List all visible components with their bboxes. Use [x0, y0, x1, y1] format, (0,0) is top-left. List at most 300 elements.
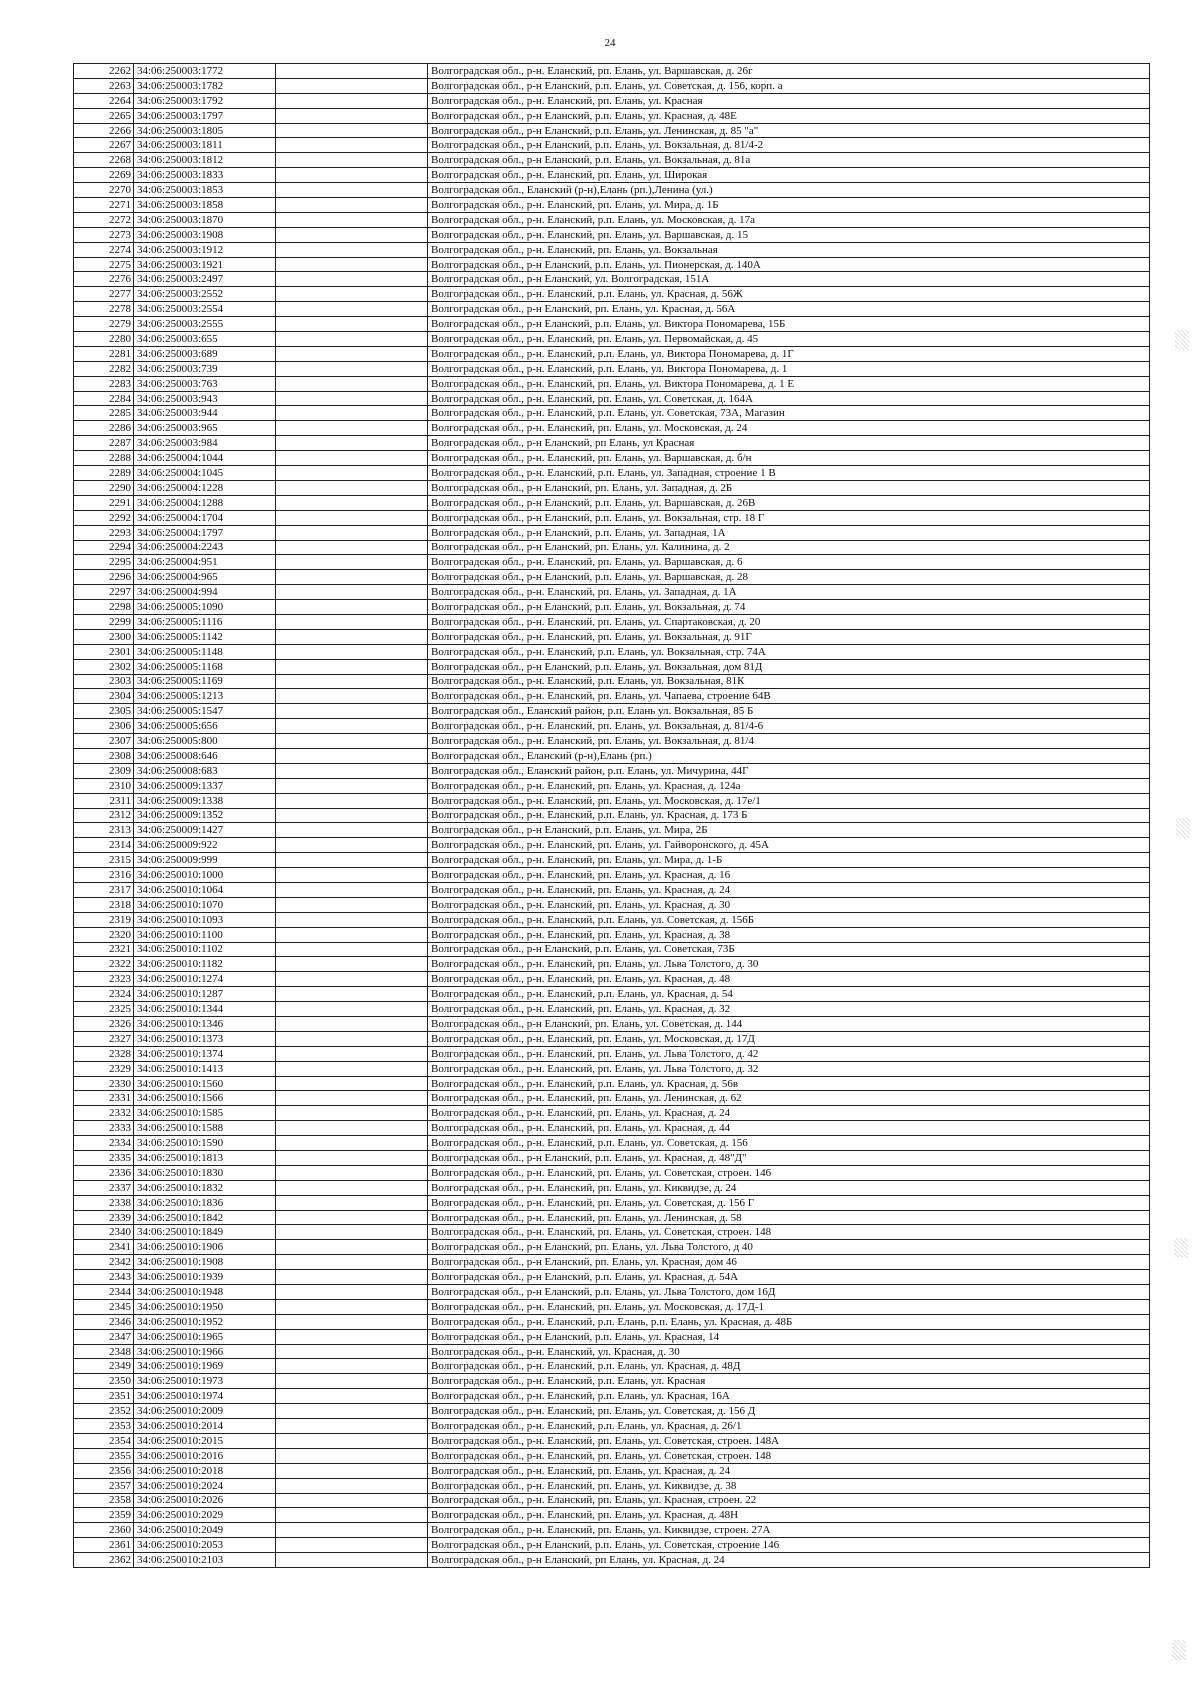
address: Волгоградская обл., р-н. Еланский, рп. Елань, ул. Широкая — [428, 168, 1150, 183]
cadastral-number: 34:06:250010:2049 — [134, 1523, 276, 1538]
address: Волгоградская обл., р-н. Еланский, рп. Елань, ул. Варшавская, д. б/н — [428, 451, 1150, 466]
empty-cell — [276, 510, 428, 525]
cadastral-number: 34:06:250005:1169 — [134, 674, 276, 689]
empty-cell — [276, 1225, 428, 1240]
row-number: 2345 — [74, 1299, 134, 1314]
address: Волгоградская обл., р-н. Еланский, рп. Елань, ул. Красная, д. 124а — [428, 778, 1150, 793]
row-number: 2361 — [74, 1538, 134, 1553]
row-number: 2351 — [74, 1389, 134, 1404]
empty-cell — [276, 495, 428, 510]
empty-cell — [276, 897, 428, 912]
empty-cell — [276, 153, 428, 168]
address: Волгоградская обл., р-н Еланский, р.п. Елань, ул. Советская, 73Б — [428, 942, 1150, 957]
address: Волгоградская обл., р-н Еланский, р.п. Елань, ул. Мира, 2Б — [428, 823, 1150, 838]
row-number: 2320 — [74, 927, 134, 942]
address: Волгоградская обл., р-н Еланский, р.п. Елань, ул. Льва Толстого, дом 16Д — [428, 1285, 1150, 1300]
table-row — [74, 123, 1150, 138]
cadastral-number: 34:06:250010:1813 — [134, 1151, 276, 1166]
cadastral-number: 34:06:250010:2016 — [134, 1448, 276, 1463]
table-row — [74, 734, 1150, 749]
row-number: 2301 — [74, 644, 134, 659]
empty-cell — [276, 391, 428, 406]
table-row — [74, 748, 1150, 763]
table-row — [74, 644, 1150, 659]
cadastral-number: 34:06:250010:2053 — [134, 1538, 276, 1553]
address: Волгоградская обл., р-н. Еланский, рп. Елань, ул. Красная, д. 32 — [428, 1002, 1150, 1017]
table-row — [74, 1136, 1150, 1151]
row-number: 2292 — [74, 510, 134, 525]
address: Волгоградская обл., р-н Еланский, ул. Волгоградская, 151А — [428, 272, 1150, 287]
address: Волгоградская обл., р-н. Еланский, рп. Елань, ул. Киквидзе, д. 24 — [428, 1180, 1150, 1195]
cadastral-number: 34:06:250004:965 — [134, 570, 276, 585]
empty-cell — [276, 719, 428, 734]
address: Волгоградская обл., р-н. Еланский, рп. Елань, ул. Красная — [428, 93, 1150, 108]
table-row — [74, 912, 1150, 927]
cadastral-number: 34:06:250010:1413 — [134, 1061, 276, 1076]
cadastral-number: 34:06:250010:1566 — [134, 1091, 276, 1106]
empty-cell — [276, 1374, 428, 1389]
row-number: 2328 — [74, 1046, 134, 1061]
address: Волгоградская обл., р-н. Еланский, рп. Елань, ул. Гайворонского, д. 45А — [428, 838, 1150, 853]
cadastral-number: 34:06:250003:1921 — [134, 257, 276, 272]
row-number: 2307 — [74, 734, 134, 749]
cadastral-number: 34:06:250010:1842 — [134, 1210, 276, 1225]
cadastral-number: 34:06:250003:1792 — [134, 93, 276, 108]
cadastral-number: 34:06:250010:1346 — [134, 1017, 276, 1032]
table-row — [74, 570, 1150, 585]
empty-cell — [276, 823, 428, 838]
cadastral-number: 34:06:250003:944 — [134, 406, 276, 421]
table-row — [74, 614, 1150, 629]
empty-cell — [276, 689, 428, 704]
table-row — [74, 332, 1150, 347]
address: Волгоградская обл., р-н. Еланский, р.п. Елань, ул. Красная, д. 56Ж — [428, 287, 1150, 302]
address: Волгоградская обл., р-н. Еланский, рп. Елань, ул. Советская, строен. 148 — [428, 1225, 1150, 1240]
table-row — [74, 1240, 1150, 1255]
address: Волгоградская обл., р-н Еланский, р.п. Елань, ул. Ленинская, д. 85 "а" — [428, 123, 1150, 138]
empty-cell — [276, 212, 428, 227]
empty-cell — [276, 1478, 428, 1493]
empty-cell — [276, 882, 428, 897]
address: Волгоградская обл., р-н. Еланский, рп. Елань, ул. Красная, д. 24 — [428, 1463, 1150, 1478]
row-number: 2286 — [74, 421, 134, 436]
cadastral-number: 34:06:250010:1100 — [134, 927, 276, 942]
table-row — [74, 1389, 1150, 1404]
cadastral-number: 34:06:250003:1908 — [134, 227, 276, 242]
cadastral-number: 34:06:250005:1547 — [134, 704, 276, 719]
row-number: 2266 — [74, 123, 134, 138]
row-number: 2268 — [74, 153, 134, 168]
table-row — [74, 1314, 1150, 1329]
address: Волгоградская обл., р-н Еланский, р.п. Елань, ул. Вокзальная, дом 81Д — [428, 659, 1150, 674]
address: Волгоградская обл., р-н. Еланский, р.п. Елань, ул. Красная, 16А — [428, 1389, 1150, 1404]
table-row — [74, 838, 1150, 853]
table-row — [74, 525, 1150, 540]
empty-cell — [276, 644, 428, 659]
cadastral-number: 34:06:250003:1797 — [134, 108, 276, 123]
cadastral-number: 34:06:250003:1782 — [134, 78, 276, 93]
empty-cell — [276, 1076, 428, 1091]
row-number: 2332 — [74, 1106, 134, 1121]
empty-cell — [276, 1106, 428, 1121]
empty-cell — [276, 1285, 428, 1300]
row-number: 2293 — [74, 525, 134, 540]
address: Волгоградская обл., р-н. Еланский, рп. Елань, ул. Западная, д. 1А — [428, 585, 1150, 600]
cadastral-number: 34:06:250010:2026 — [134, 1493, 276, 1508]
table-row — [74, 168, 1150, 183]
table-row — [74, 882, 1150, 897]
empty-cell — [276, 242, 428, 257]
empty-cell — [276, 1121, 428, 1136]
row-number: 2360 — [74, 1523, 134, 1538]
empty-cell — [276, 168, 428, 183]
cadastral-number: 34:06:250003:1870 — [134, 212, 276, 227]
empty-cell — [276, 1314, 428, 1329]
empty-cell — [276, 1255, 428, 1270]
address: Волгоградская обл., р-н Еланский, р.п. Елань, ул. Вокзальная, стр. 18 Г — [428, 510, 1150, 525]
address: Волгоградская обл., р-н. Еланский, рп. Елань, ул. Московская, д. 24 — [428, 421, 1150, 436]
cadastral-number: 34:06:250010:2018 — [134, 1463, 276, 1478]
row-number: 2270 — [74, 183, 134, 198]
row-number: 2354 — [74, 1433, 134, 1448]
address: Волгоградская обл., р-н Еланский, р.п. Елань, ул. Советская, д. 156, корп. а — [428, 78, 1150, 93]
empty-cell — [276, 1210, 428, 1225]
cadastral-number: 34:06:250003:689 — [134, 346, 276, 361]
row-number: 2277 — [74, 287, 134, 302]
empty-cell — [276, 1538, 428, 1553]
empty-cell — [276, 972, 428, 987]
row-number: 2346 — [74, 1314, 134, 1329]
table-row — [74, 689, 1150, 704]
cadastral-number: 34:06:250009:1338 — [134, 793, 276, 808]
row-number: 2347 — [74, 1329, 134, 1344]
empty-cell — [276, 123, 428, 138]
cadastral-number: 34:06:250003:2555 — [134, 317, 276, 332]
table-row — [74, 1448, 1150, 1463]
row-number: 2311 — [74, 793, 134, 808]
cadastral-number: 34:06:250003:2554 — [134, 302, 276, 317]
table-row — [74, 1255, 1150, 1270]
row-number: 2294 — [74, 540, 134, 555]
row-number: 2333 — [74, 1121, 134, 1136]
table-row — [74, 1493, 1150, 1508]
cadastral-number: 34:06:250010:1344 — [134, 1002, 276, 1017]
cadastral-number: 34:06:250003:984 — [134, 436, 276, 451]
empty-cell — [276, 361, 428, 376]
empty-cell — [276, 183, 428, 198]
table-row — [74, 987, 1150, 1002]
empty-cell — [276, 1389, 428, 1404]
row-number: 2342 — [74, 1255, 134, 1270]
row-number: 2279 — [74, 317, 134, 332]
row-number: 2355 — [74, 1448, 134, 1463]
address: Волгоградская обл., р-н Еланский, р.п. Елань, ул. Вокзальная, д. 81а — [428, 153, 1150, 168]
empty-cell — [276, 1002, 428, 1017]
table-row — [74, 1419, 1150, 1434]
cadastral-number: 34:06:250004:1228 — [134, 480, 276, 495]
empty-cell — [276, 778, 428, 793]
empty-cell — [276, 451, 428, 466]
row-number: 2315 — [74, 853, 134, 868]
address: Волгоградская обл., р-н. Еланский, рп. Елань, ул. Красная, д. 24 — [428, 882, 1150, 897]
row-number: 2275 — [74, 257, 134, 272]
row-number: 2322 — [74, 957, 134, 972]
empty-cell — [276, 317, 428, 332]
cadastral-number: 34:06:250010:1560 — [134, 1076, 276, 1091]
row-number: 2323 — [74, 972, 134, 987]
address: Волгоградская обл., р-н. Еланский, рп. Елань, ул. Вокзальная — [428, 242, 1150, 257]
row-number: 2269 — [74, 168, 134, 183]
table-row — [74, 1017, 1150, 1032]
cadastral-number: 34:06:250005:1142 — [134, 629, 276, 644]
empty-cell — [276, 1031, 428, 1046]
table-row — [74, 600, 1150, 615]
cadastral-number: 34:06:250005:800 — [134, 734, 276, 749]
cadastral-number: 34:06:250010:1969 — [134, 1359, 276, 1374]
cadastral-number: 34:06:250010:1836 — [134, 1195, 276, 1210]
address: Волгоградская обл., Еланский район, р.п. Елань ул. Вокзальная, 85 Б — [428, 704, 1150, 719]
table-row — [74, 1002, 1150, 1017]
row-number: 2298 — [74, 600, 134, 615]
address: Волгоградская обл., р-н Еланский, р.п. Елань, ул. Вокзальная, д. 74 — [428, 600, 1150, 615]
cadastral-number: 34:06:250010:1373 — [134, 1031, 276, 1046]
empty-cell — [276, 376, 428, 391]
empty-cell — [276, 64, 428, 79]
row-number: 2324 — [74, 987, 134, 1002]
table-row — [74, 153, 1150, 168]
cadastral-number: 34:06:250010:1287 — [134, 987, 276, 1002]
address: Волгоградская обл., р-н. Еланский, р.п. Елань, ул. Красная, д. 48Д — [428, 1359, 1150, 1374]
empty-cell — [276, 868, 428, 883]
empty-cell — [276, 1180, 428, 1195]
empty-cell — [276, 406, 428, 421]
empty-cell — [276, 108, 428, 123]
cadastral-number: 34:06:250010:1966 — [134, 1344, 276, 1359]
address: Волгоградская обл., р-н. Еланский, рп. Елань, ул. Варшавская, д. 15 — [428, 227, 1150, 242]
page-number: 24 — [604, 37, 616, 49]
table-row — [74, 704, 1150, 719]
cadastral-number: 34:06:250010:2029 — [134, 1508, 276, 1523]
empty-cell — [276, 346, 428, 361]
row-number: 2316 — [74, 868, 134, 883]
row-number: 2284 — [74, 391, 134, 406]
row-number: 2340 — [74, 1225, 134, 1240]
cadastral-number: 34:06:250010:1849 — [134, 1225, 276, 1240]
row-number: 2329 — [74, 1061, 134, 1076]
cadastral-number: 34:06:250003:1858 — [134, 198, 276, 213]
table-row — [74, 1165, 1150, 1180]
address: Волгоградская обл., р-н. Еланский, р.п. Елань, ул. Московская, д. 17а — [428, 212, 1150, 227]
empty-cell — [276, 808, 428, 823]
empty-cell — [276, 466, 428, 481]
row-number: 2358 — [74, 1493, 134, 1508]
table-row — [74, 719, 1150, 734]
row-number: 2337 — [74, 1180, 134, 1195]
table-row — [74, 1270, 1150, 1285]
row-number: 2271 — [74, 198, 134, 213]
address: Волгоградская обл., р-н Еланский, р.п. Елань, ул. Варшавская, д. 26В — [428, 495, 1150, 510]
cadastral-number: 34:06:250010:1965 — [134, 1329, 276, 1344]
empty-cell — [276, 1329, 428, 1344]
address: Волгоградская обл., р-н. Еланский, р.п. Елань, ул. Красная, д. 56в — [428, 1076, 1150, 1091]
table-row — [74, 555, 1150, 570]
cadastral-number: 34:06:250005:1116 — [134, 614, 276, 629]
row-number: 2353 — [74, 1419, 134, 1434]
empty-cell — [276, 227, 428, 242]
address: Волгоградская обл., р-н Еланский, р.п. Елань, ул. Виктора Пономарева, 15Б — [428, 317, 1150, 332]
address: Волгоградская обл., р-н Еланский, рп. Елань, ул. Калинина, д. 2 — [428, 540, 1150, 555]
address: Волгоградская обл., р-н. Еланский, рп. Елань, ул. Красная, строен. 22 — [428, 1493, 1150, 1508]
row-number: 2290 — [74, 480, 134, 495]
row-number: 2310 — [74, 778, 134, 793]
address: Волгоградская обл., р-н Еланский, рп. Елань, ул. Красная, дом 46 — [428, 1255, 1150, 1270]
address: Волгоградская обл., р-н. Еланский, рп. Елань, ул. Красная, д. 44 — [428, 1121, 1150, 1136]
cadastral-number: 34:06:250003:1812 — [134, 153, 276, 168]
table-row — [74, 361, 1150, 376]
row-number: 2262 — [74, 64, 134, 79]
address: Волгоградская обл., р-н. Еланский, р.п. Елань, ул. Красная — [428, 1374, 1150, 1389]
address: Волгоградская обл., р-н. Еланский, р.п. Елань, ул. Советская, д. 156Б — [428, 912, 1150, 927]
address: Волгоградская обл., р-н. Еланский, р.п. Елань, ул. Красная, д. 54 — [428, 987, 1150, 1002]
row-number: 2317 — [74, 882, 134, 897]
empty-cell — [276, 927, 428, 942]
table-row — [74, 674, 1150, 689]
table-row — [74, 198, 1150, 213]
address: Волгоградская обл., р-н. Еланский, рп. Елань, ул. Чапаева, строение 64В — [428, 689, 1150, 704]
table-row — [74, 585, 1150, 600]
table-row — [74, 793, 1150, 808]
empty-cell — [276, 436, 428, 451]
empty-cell — [276, 674, 428, 689]
address: Волгоградская обл., р-н. Еланский, р.п. Елань, ул. Красная, д. 173 Б — [428, 808, 1150, 823]
empty-cell — [276, 957, 428, 972]
table-row — [74, 495, 1150, 510]
table-row — [74, 93, 1150, 108]
table-row — [74, 317, 1150, 332]
cadastral-number: 34:06:250009:1427 — [134, 823, 276, 838]
table-row — [74, 1106, 1150, 1121]
cadastral-number: 34:06:250010:1832 — [134, 1180, 276, 1195]
row-number: 2288 — [74, 451, 134, 466]
table-row — [74, 1523, 1150, 1538]
row-number: 2326 — [74, 1017, 134, 1032]
table-row — [74, 1508, 1150, 1523]
row-number: 2330 — [74, 1076, 134, 1091]
table-row — [74, 853, 1150, 868]
row-number: 2339 — [74, 1210, 134, 1225]
row-number: 2341 — [74, 1240, 134, 1255]
row-number: 2314 — [74, 838, 134, 853]
table-row — [74, 138, 1150, 153]
empty-cell — [276, 93, 428, 108]
empty-cell — [276, 1344, 428, 1359]
empty-cell — [276, 600, 428, 615]
empty-cell — [276, 1419, 428, 1434]
address: Волгоградская обл., р-н. Еланский, рп. Елань, ул. Московская, д. 17е/1 — [428, 793, 1150, 808]
address: Волгоградская обл., р-н Еланский, р.п. Елань, ул. Советская, строение 146 — [428, 1538, 1150, 1553]
cadastral-number: 34:06:250005:1168 — [134, 659, 276, 674]
row-number: 2291 — [74, 495, 134, 510]
table-row — [74, 897, 1150, 912]
table-row — [74, 1031, 1150, 1046]
table-row — [74, 1404, 1150, 1419]
empty-cell — [276, 1404, 428, 1419]
empty-cell — [276, 838, 428, 853]
cadastral-number: 34:06:250003:2552 — [134, 287, 276, 302]
address: Волгоградская обл., р-н. Еланский, р.п. Елань, ул. Вокзальная, стр. 74А — [428, 644, 1150, 659]
row-number: 2299 — [74, 614, 134, 629]
cadastral-number: 34:06:250010:2024 — [134, 1478, 276, 1493]
table-row — [74, 391, 1150, 406]
empty-cell — [276, 734, 428, 749]
empty-cell — [276, 1151, 428, 1166]
cadastral-number: 34:06:250010:1000 — [134, 868, 276, 883]
row-number: 2338 — [74, 1195, 134, 1210]
empty-cell — [276, 704, 428, 719]
empty-cell — [276, 1493, 428, 1508]
row-number: 2296 — [74, 570, 134, 585]
row-number: 2289 — [74, 466, 134, 481]
cadastral-number: 34:06:250004:994 — [134, 585, 276, 600]
cadastral-number: 34:06:250005:1148 — [134, 644, 276, 659]
cadastral-number: 34:06:250003:763 — [134, 376, 276, 391]
address: Волгоградская обл., р-н Еланский, рп. Елань, ул. Западная, д. 2Б — [428, 480, 1150, 495]
empty-cell — [276, 1523, 428, 1538]
address: Волгоградская обл., р-н. Еланский, рп. Елань, ул. Красная, д. 24 — [428, 1106, 1150, 1121]
table-row — [74, 1076, 1150, 1091]
address: Волгоградская обл., р-н Еланский, р.п. Елань, ул. Красная, 14 — [428, 1329, 1150, 1344]
address: Волгоградская обл., р-н Еланский, рп Елань, ул. Красная, д. 24 — [428, 1553, 1150, 1568]
row-number: 2335 — [74, 1151, 134, 1166]
empty-cell — [276, 540, 428, 555]
table-row — [74, 763, 1150, 778]
row-number: 2274 — [74, 242, 134, 257]
address: Волгоградская обл., р-н. Еланский, р.п. Елань, ул. Красная, д. 26/1 — [428, 1419, 1150, 1434]
row-number: 2325 — [74, 1002, 134, 1017]
address: Волгоградская обл., р-н. Еланский, рп. Елань, ул. Вокзальная, д. 91Г — [428, 629, 1150, 644]
cadastral-number: 34:06:250010:1588 — [134, 1121, 276, 1136]
cadastral-number: 34:06:250005:1090 — [134, 600, 276, 615]
table-row — [74, 1344, 1150, 1359]
table-row — [74, 957, 1150, 972]
cadastral-number: 34:06:250010:1830 — [134, 1165, 276, 1180]
address: Волгоградская обл., р-н. Еланский, рп. Елань, ул. Советская, д. 156 Д — [428, 1404, 1150, 1419]
cadastral-number: 34:06:250010:1908 — [134, 1255, 276, 1270]
table-row — [74, 346, 1150, 361]
cadastral-number: 34:06:250003:943 — [134, 391, 276, 406]
row-number: 2303 — [74, 674, 134, 689]
address: Волгоградская обл., р-н. Еланский, р.п. Елань, ул. Виктора Пономарева, д. 1Г — [428, 346, 1150, 361]
address: Волгоградская обл., р-н. Еланский, рп. Елань, ул. Советская, д. 164А — [428, 391, 1150, 406]
empty-cell — [276, 1240, 428, 1255]
cadastral-number: 34:06:250010:1585 — [134, 1106, 276, 1121]
cadastral-number: 34:06:250010:1948 — [134, 1285, 276, 1300]
address: Волгоградская обл., р-н. Еланский, рп. Елань, ул. Льва Толстого, д. 32 — [428, 1061, 1150, 1076]
cadastral-number: 34:06:250010:2014 — [134, 1419, 276, 1434]
table-row — [74, 1433, 1150, 1448]
empty-cell — [276, 793, 428, 808]
cadastral-number: 34:06:250010:1939 — [134, 1270, 276, 1285]
row-number: 2313 — [74, 823, 134, 838]
address: Волгоградская обл., р-н. Еланский, рп. Елань, ул. Льва Толстого, д. 42 — [428, 1046, 1150, 1061]
cadastral-number: 34:06:250010:1950 — [134, 1299, 276, 1314]
row-number: 2336 — [74, 1165, 134, 1180]
address: Волгоградская обл., р-н. Еланский, рп. Елань, ул. Ленинская, д. 62 — [428, 1091, 1150, 1106]
address: Волгоградская обл., р-н Еланский, р.п. Елань, ул. Варшавская, д. 28 — [428, 570, 1150, 585]
row-number: 2312 — [74, 808, 134, 823]
empty-cell — [276, 853, 428, 868]
cadastral-number: 34:06:250010:1064 — [134, 882, 276, 897]
